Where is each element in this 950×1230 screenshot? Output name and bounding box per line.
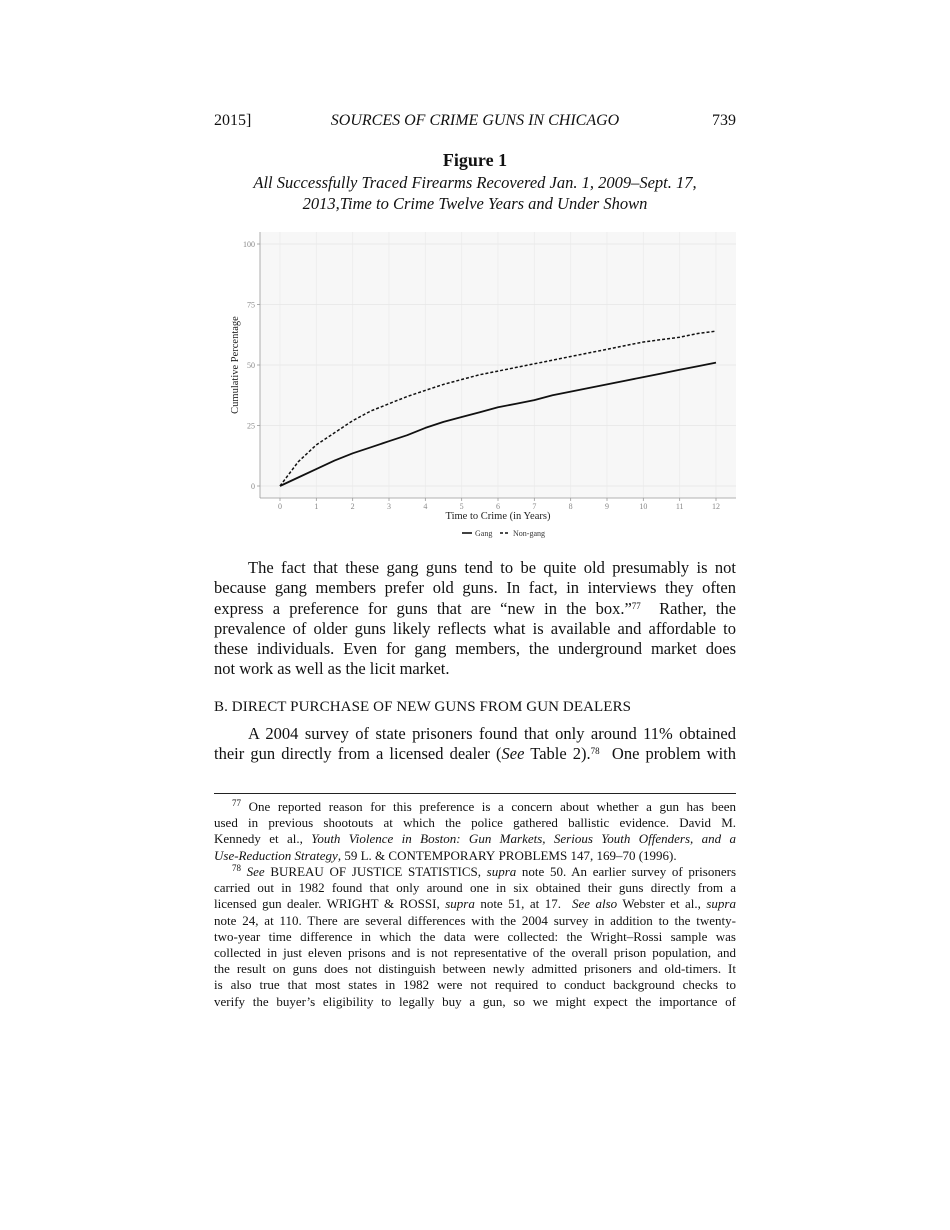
x-tick-label: 0 [278, 502, 282, 511]
text-segment: ROBLEMS [505, 847, 568, 863]
x-tick-label: 2 [350, 502, 355, 511]
text-segment: , [436, 896, 446, 912]
footnote-line: collected in just eleven prisons and is not representative of the overall prison population, and [214, 945, 736, 961]
footnote-ref-78[interactable]: 78 [590, 746, 600, 757]
y-axis-label: Cumulative Percentage [230, 316, 241, 414]
figure-caption [214, 172, 736, 214]
text-segment: their gun directly from a licensed dealer ( [214, 744, 502, 764]
text-line: prevalence of older guns likely reflects what is available and affordable to [214, 618, 736, 638]
text-line: because gang members prefer old guns. In fact, in interviews they often [214, 578, 736, 598]
footnote-number: 77 [232, 798, 241, 808]
x-tick-label: 7 [532, 502, 537, 511]
footnote-rule [214, 793, 736, 794]
text-segment: J [346, 864, 357, 879]
y-tick-label: 0 [251, 482, 255, 491]
legend-label-gang: Gang [475, 529, 493, 538]
text-segment: See also [571, 896, 618, 912]
x-axis-label: Time to Crime (in Years) [445, 511, 551, 522]
text-segment: See [241, 864, 265, 879]
text-segment: ONTEMPORARY [397, 847, 496, 863]
text-segment: Webster et al., [617, 896, 707, 912]
legend [462, 529, 545, 538]
text-segment: note 50. An earlier survey of prisoners [516, 864, 736, 879]
text-line: these individuals. Even for gang members, the underground market does [214, 639, 736, 659]
x-tick-label: 12 [712, 502, 720, 511]
text-segment: S [402, 864, 416, 879]
text-line-with-footnote [214, 599, 736, 619]
footnote-line: carried out in 1982 found that only around one in six obtained their guns directly from a [214, 880, 736, 896]
text-segment: Use-Reduction Strategy [214, 847, 338, 863]
x-tick-label: 11 [675, 502, 684, 511]
text-segment: USTICE [356, 864, 403, 879]
text-segment: supra [445, 896, 475, 912]
section-heading: B. DIRECT PURCHASE OF NEW GUNS FROM GUN DEALERS [214, 699, 632, 715]
text-line-with-footnote [214, 744, 736, 764]
header-title: SOURCES OF CRIME GUNS IN CHICAGO [330, 112, 620, 129]
text-segment: Table 2). [524, 744, 591, 764]
running-header [214, 112, 736, 134]
footnote-line [214, 799, 736, 815]
footnote-77 [214, 799, 736, 864]
paragraph-1 [214, 558, 736, 680]
footnote-number: 78 [232, 863, 241, 873]
footnote-line: two-year time difference in which the data were collected: the Wright–Rossi sample was [214, 928, 736, 944]
text-segment: P [495, 847, 506, 863]
footnote-78 [214, 864, 736, 1010]
text-segment: One problem with [599, 744, 736, 764]
x-tick-label: 1 [314, 502, 319, 511]
x-tick-label: 3 [387, 502, 391, 511]
x-tick-label: 5 [459, 502, 464, 511]
cumulative-chart [224, 228, 744, 548]
text-segment: & R [378, 896, 409, 912]
page-number: 739 [712, 112, 736, 129]
footnote-ref-77[interactable]: 77 [631, 600, 641, 611]
figure-caption-line: All Successfully Traced Firearms Recovered Jan. 1, 2009–Sept. 17, [253, 173, 697, 192]
text-segment: express a preference for guns that are “new in the box.” [214, 598, 632, 618]
y-tick-label: 75 [247, 300, 255, 310]
footnote-line: the result on guns does not distinguish between newly admitted prisoners and old-timers. It [214, 961, 736, 977]
header-year: 2015] [214, 112, 252, 129]
text-segment: supra [486, 864, 517, 879]
y-tick-label: 100 [243, 240, 255, 249]
x-tick-label: 10 [639, 502, 648, 511]
text-segment: UREAU OF [279, 864, 347, 879]
legend-label-non-gang: Non-gang [513, 529, 545, 538]
text-segment: supra [706, 896, 736, 912]
footnote-line: is also true that most states in 1982 were not required to conduct background checks to [214, 977, 736, 993]
paragraph-2 [214, 724, 736, 765]
y-tick-label: 25 [247, 421, 255, 431]
text-segment: , 59 L. & C [337, 847, 398, 863]
footnote-line: verify the buyer’s eligibility to legally buy a gun, so we might expect the importance of [214, 993, 736, 1009]
text-segment: , [477, 864, 487, 879]
text-segment: licensed gun dealer. W [214, 896, 339, 912]
text-segment: One reported reason for this preference is a concern about whether a gun has been [241, 799, 736, 814]
text-segment: Rather, the [640, 598, 736, 618]
figure-caption-line: 2013,Time to Crime Twelve Years and Under Shown [302, 194, 648, 213]
text-line: not work as well as the licit market. [214, 659, 450, 679]
footnote-line [214, 848, 736, 864]
footnote-line [214, 896, 736, 912]
text-segment: Youth Violence in Boston: Gun Markets, Serious Youth Offenders, and a [311, 831, 736, 847]
figure-label: Figure 1 [442, 150, 508, 170]
text-segment: See [501, 744, 525, 764]
text-segment: Kennedy et al., [214, 831, 312, 847]
x-tick-label: 9 [605, 502, 609, 511]
text-segment: TATISTICS [415, 864, 478, 879]
text-segment: B [264, 864, 280, 879]
text-segment: note 51, at 17. [474, 896, 572, 912]
footnote-line [214, 864, 736, 880]
text-segment: 147, 169–70 (1996). [567, 847, 677, 863]
footnote-line: used in previous shootouts at which the police gathered ballistic evidence. David M. [214, 815, 736, 831]
x-tick-label: 8 [568, 502, 573, 511]
footnote-line: note 24, at 110. There are several differences with the 2004 survey in addition to the twenty- [214, 912, 736, 928]
text-segment: OSSI [408, 896, 437, 912]
text-segment: RIGHT [338, 896, 379, 912]
text-line: The fact that these gang guns tend to be quite old presumably is not [248, 558, 736, 577]
x-tick-label: 6 [496, 502, 500, 511]
y-tick-label: 50 [247, 361, 255, 370]
footnote-line [214, 831, 736, 847]
x-tick-label: 4 [423, 502, 428, 511]
text-line: A 2004 survey of state prisoners found that only around 11% obtained [248, 724, 736, 743]
